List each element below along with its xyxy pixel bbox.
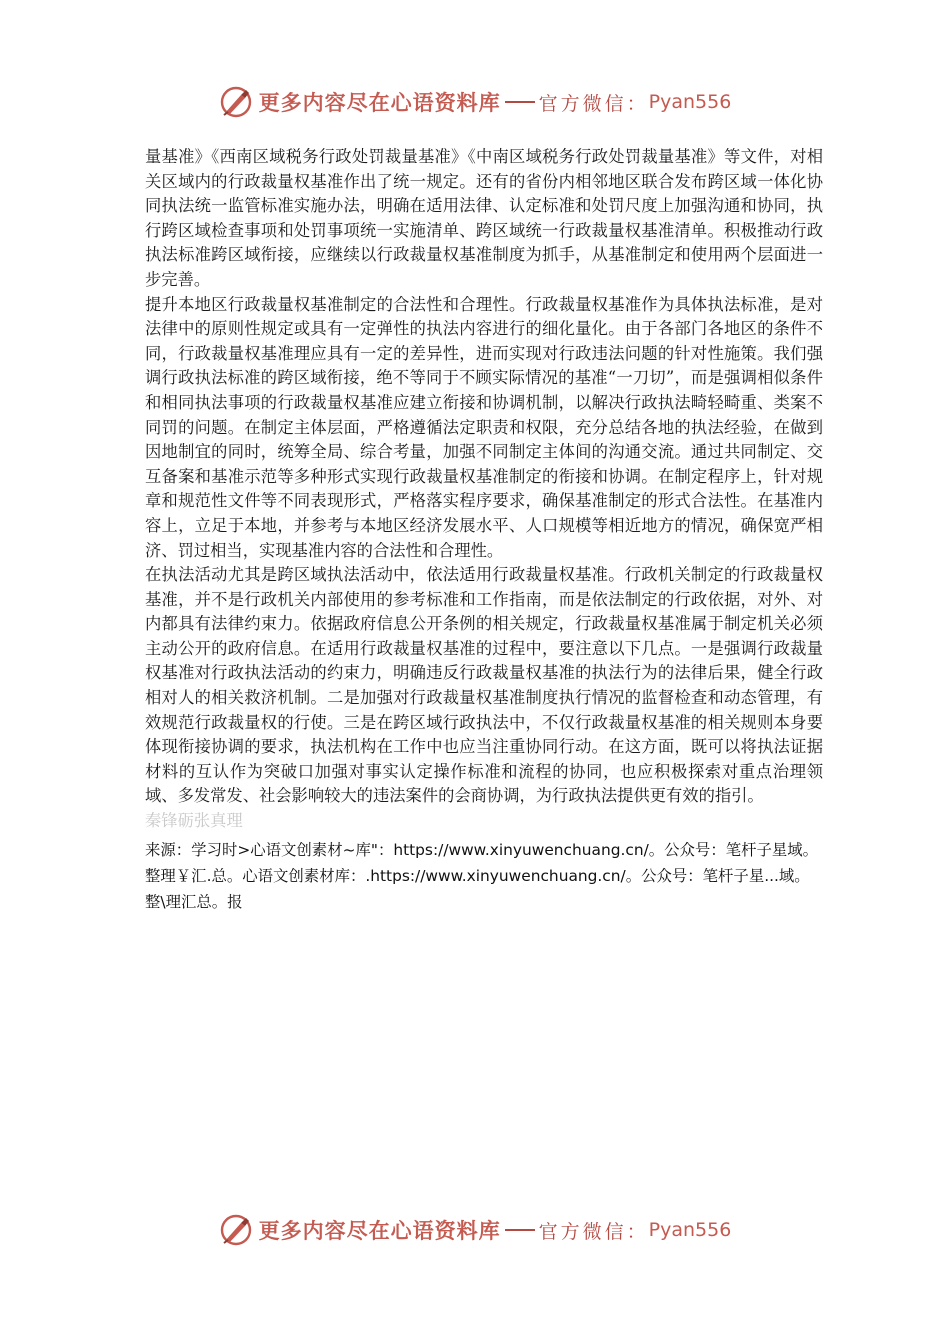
banner-main-text: 更多内容尽在心语资料库 — [258, 1218, 501, 1243]
banner-wechat-id: Pyan556 — [648, 1219, 732, 1241]
banner-wechat-id: Pyan556 — [648, 91, 732, 113]
paragraph-1: 量基准》《西南区域税务行政处罚裁量基准》《中南区域税务行政处罚裁量基准》等文件，对相关区域内的行政裁量权基准作出了统一规定。还有的省份内相邻地区联合发布跨区域一体化协同执法统一监管标准实施办法，明确在适用法律、认定标准和处罚尺度上加强沟通和协同，执行跨区域检查事项和处罚事项统一实施清单、跨区域统一行政裁量权基准清单。积极推动行政执法标准跨区域衔接，应继续以行政裁量权基准制度为抓手，从基准制定和使用两个层面进一步完善。 — [145, 147, 823, 289]
header-banner — [0, 80, 950, 124]
watermark-text: 秦锋砺张真理 — [145, 811, 243, 831]
paragraph-2: 提升本地区行政裁量权基准制定的合法性和合理性。行政裁量权基准作为具体执法标准，是对法律中的原则性规定或具有一定弹性的执法内容进行的细化量化。由于各部门各地区的条件不同，行政裁量权基准理应具有一定的差异性，进而实现对行政违法问题的针对性施策。我们强调行政执法标准的跨区域衔接，绝不等同于不顾实际情况的基准“一刀切”，而是强调相似条件和相同执法事项的行政裁量权基准应建立衔接和协调机制，以解决行政执法畸轻畸重、类案不同罚的问题。在制定主体层面，严格遵循法定职责和权限，充分总结各地的执法经验，在做到因地制宜的同时，统筹全局、综合考量，加强不同制定主体间的沟通交流。通过共同制定、交互备案和基准示范等多种形式实现行政裁量权基准制定的衔接和协调。在制定程序上，针对规章和规范性文件等不同表现形式，严格落实程序要求，确保基准制定的形式合法性。在基准内容上，立足于本地，并参考与本地区经济发展水平、人口规模等相近地方的情况，确保宽严相济、罚过相当，实现基准内容的合法性和合理性。 — [145, 294, 823, 560]
logo-pen-icon — [219, 1213, 253, 1247]
banner-sub-text: 官方微信： — [538, 92, 649, 115]
banner-sub-text: 官方微信： — [538, 1220, 649, 1243]
document-body — [145, 145, 823, 915]
footer-banner — [0, 1208, 950, 1252]
source-note: 来源：学习时>心语文创素材~库"：https://www.xinyuwenchuang.cn/。公众号：笔杆子星域。整理￥汇.总。心语文创素材库：.https://www.xinyuwenchuang.cn/。公众号：笔杆子星...域。整\理汇总。报 — [145, 840, 819, 911]
logo-pen-icon — [219, 85, 253, 119]
banner-dash — [505, 101, 535, 103]
paragraph-3: 在执法活动尤其是跨区域执法活动中，依法适用行政裁量权基准。行政机关制定的行政裁量权基准，并不是行政机关内部使用的参考标准和工作指南，而是依法制定的行政依据，对外、对内都具有法律约束力。依据政府信息公开条例的相关规定，行政裁量权基准属于制定机关必须主动公开的政府信息。在适用行政裁量权基准的过程中，要注意以下几点。一是强调行政裁量权基准对行政执法活动的约束力，明确违反行政裁量权基准的执法行为的法律后果，健全行政相对人的相关救济机制。二是加强对行政裁量权基准制度执行情况的监督检查和动态管理，有效规范行政裁量权的行使。三是在跨区域行政执法中，不仅行政裁量权基准的相关规则本身要体现衔接协调的要求，执法机构在工作中也应当注重协同行动。在这方面，既可以将执法证据材料的互认作为突破口加强对事实认定操作标准和流程的协同，也应积极探索对重点治理领域、多发常发、社会影响较大的违法案件的会商协调，为行政执法提供更有效的指引。 — [145, 565, 823, 806]
banner-dash — [505, 1229, 535, 1231]
banner-main-text: 更多内容尽在心语资料库 — [258, 90, 501, 115]
